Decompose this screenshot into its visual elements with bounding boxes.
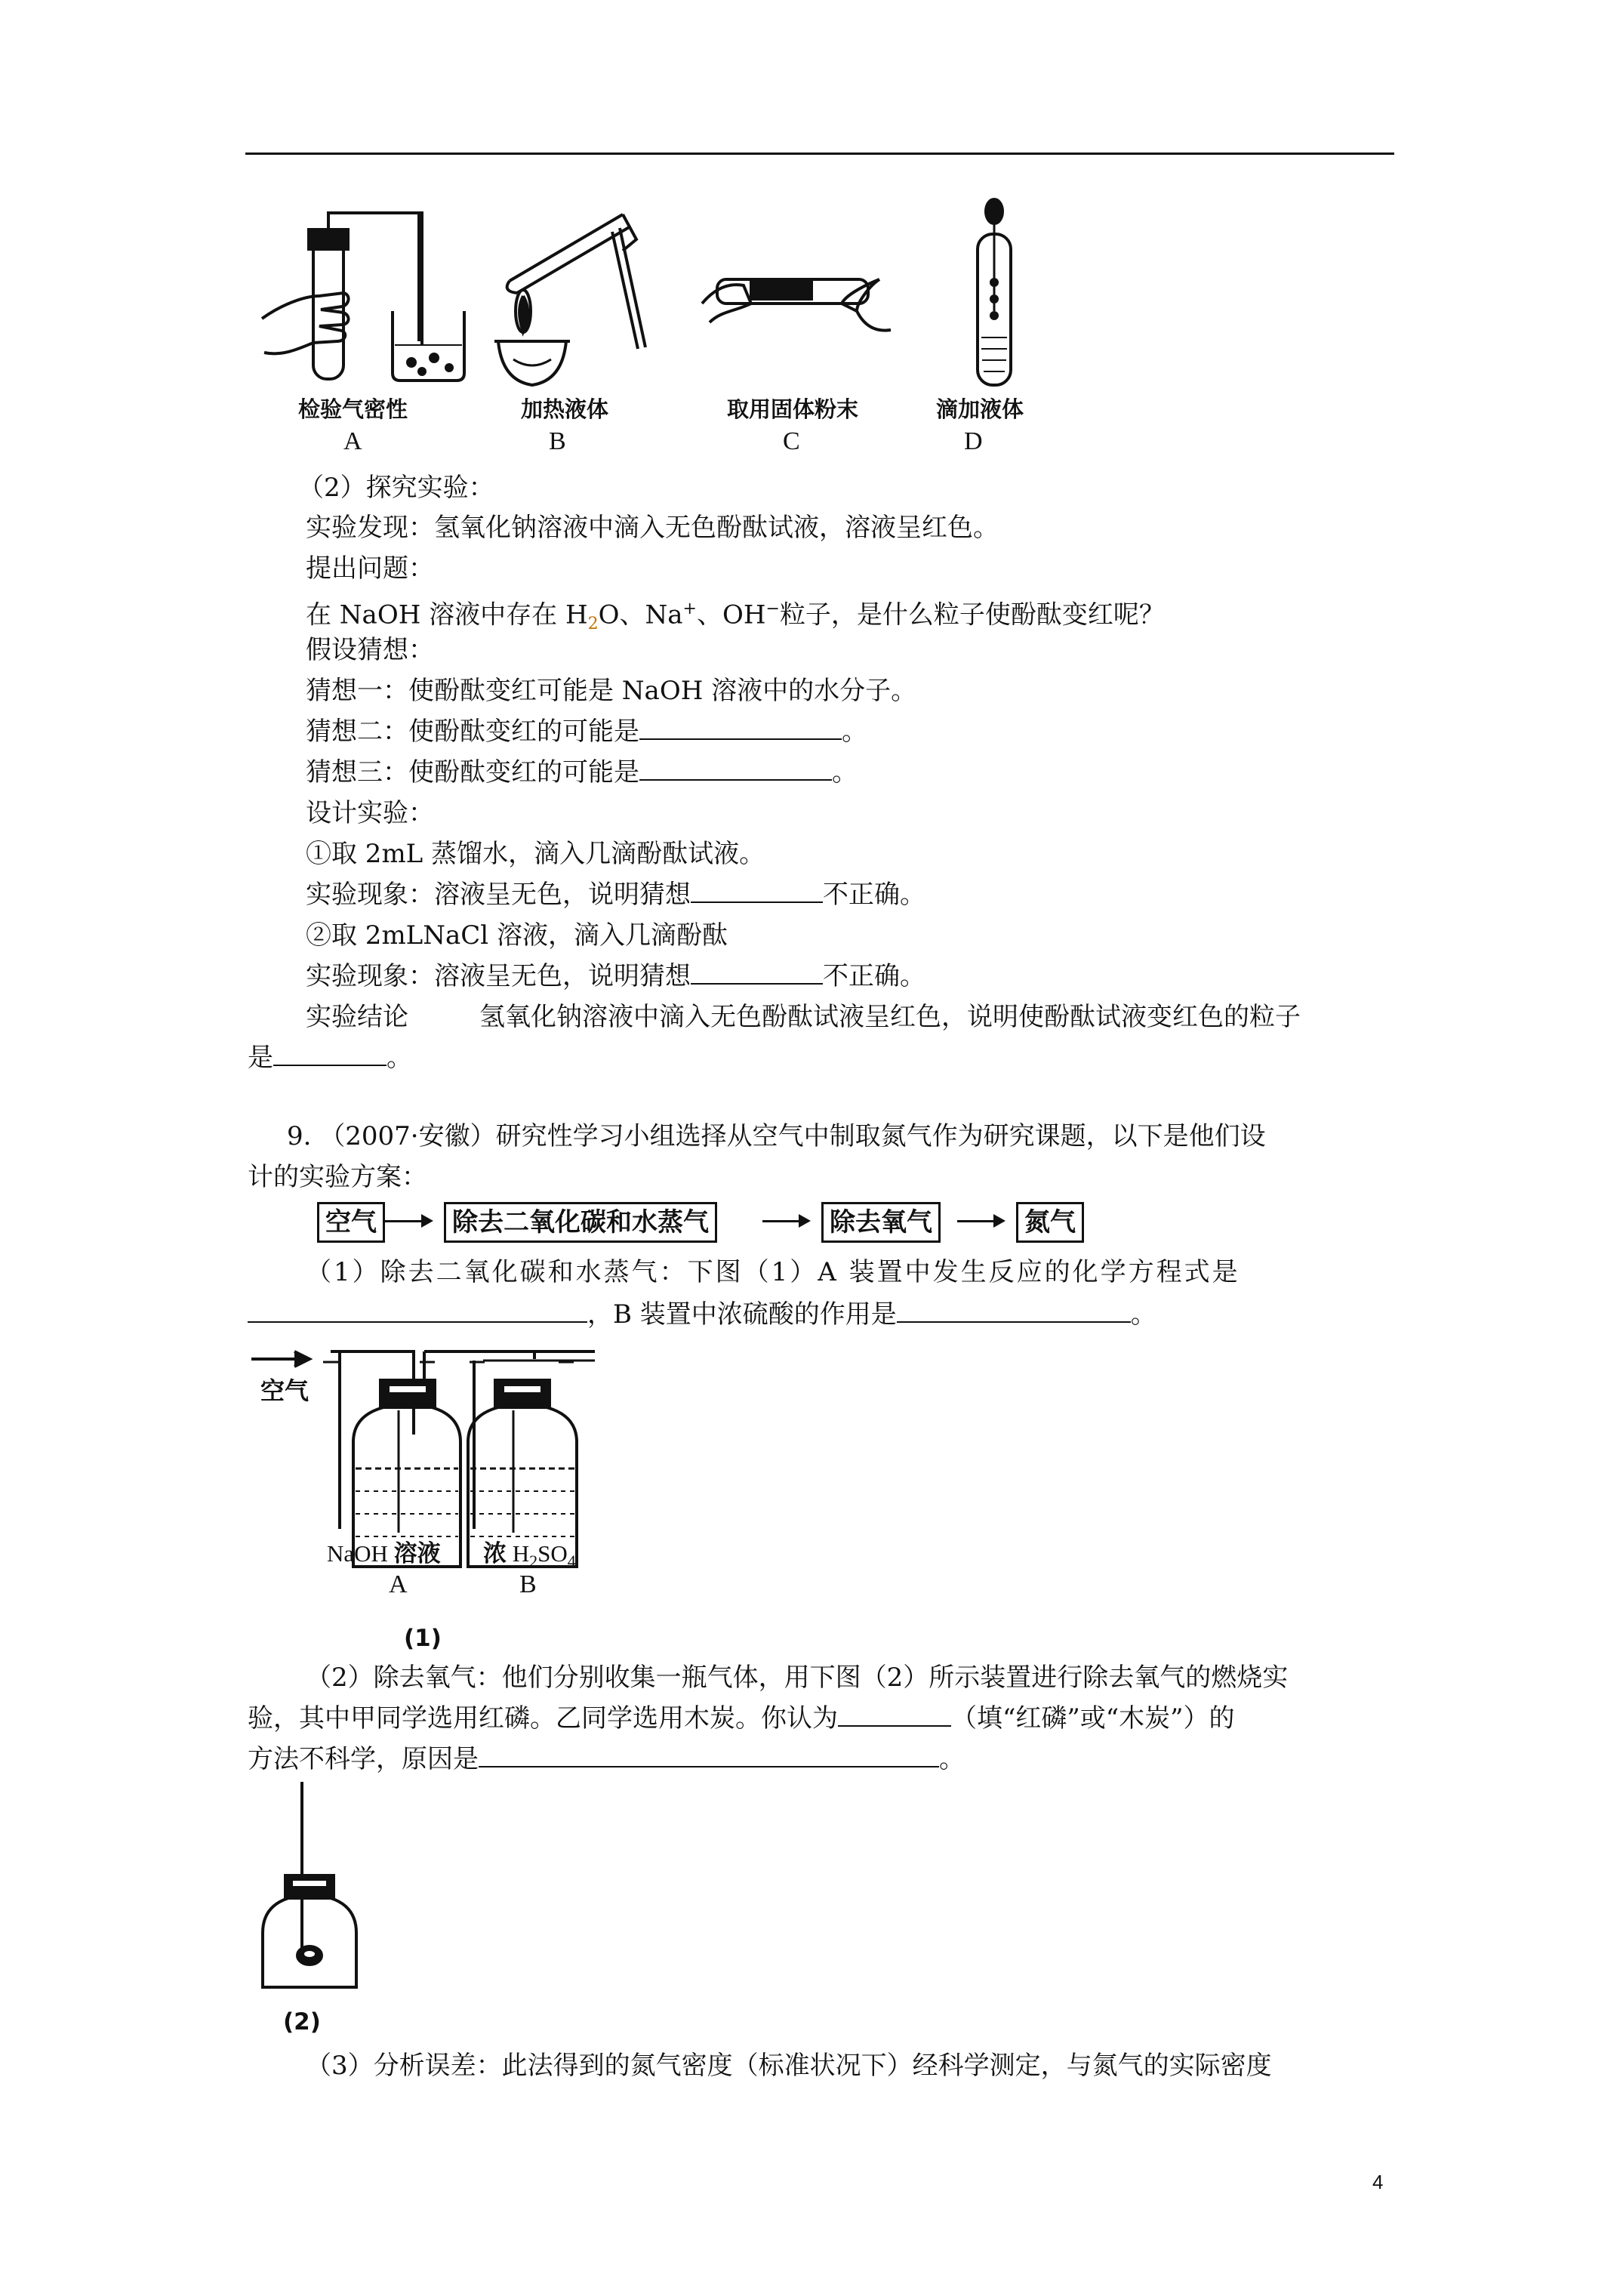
apparatus-b-heating	[494, 214, 645, 385]
figure2-caption: (2)	[283, 2008, 321, 2036]
observation-one-blank[interactable]	[691, 879, 823, 903]
guess-one: 猜想一：使酚酞变红可能是 NaOH 溶液中的水分子。	[306, 676, 917, 706]
hypothesis-heading: 假设猜想：	[306, 635, 434, 665]
reason-blank[interactable]	[479, 1743, 939, 1767]
op-label-b: 加热液体	[521, 396, 609, 422]
sulfuric-acid-role-blank[interactable]	[897, 1299, 1131, 1323]
question-heading: 提出问题：	[306, 553, 434, 584]
page-number: 4	[1372, 2171, 1384, 2193]
bottle-b-letter: B	[519, 1570, 537, 1598]
design-heading: 设计实验：	[306, 798, 434, 828]
op-letter-b: B	[549, 427, 566, 455]
header-rule	[245, 153, 1394, 155]
flow-arrow-3	[957, 1220, 1002, 1222]
question: 在 NaOH 溶液中存在 $H_2O$、Na+、OH−粒子，是什么粒子使酚酞变红呢？	[306, 599, 1165, 634]
guess-three: 猜想三：使酚酞变红的可能是 。	[306, 757, 858, 787]
op-label-c: 取用固体粉末	[727, 396, 859, 422]
finding: 实验发现：氢氧化钠溶液中滴入无色酚酞试液，溶液呈红色。	[306, 513, 999, 543]
op-letter-d: D	[964, 427, 983, 455]
conclusion-end: 是 。	[248, 1043, 412, 1073]
flow-arrow-2	[762, 1220, 808, 1222]
guess-three-blank[interactable]	[639, 757, 832, 781]
conclusion-blank[interactable]	[273, 1042, 387, 1066]
apparatus-c-powder	[702, 279, 891, 331]
guess-two-blank[interactable]	[639, 716, 842, 740]
apparatus-d-dropper	[978, 199, 1011, 385]
combustion-jar-figure	[257, 1782, 362, 1993]
q9-part1-line1: （1）除去二氧化碳和水蒸气：下图（1）A 装置中发生反应的化学方程式是	[306, 1257, 1240, 1287]
flow-box-air: 空气	[317, 1202, 385, 1243]
step-one: ①取 2mL 蒸馏水，滴入几滴酚酞试液。	[306, 839, 765, 869]
flow-arrow-1	[385, 1220, 430, 1222]
apparatus-a-airtightness	[262, 213, 464, 381]
lab-operations-figure	[260, 198, 1083, 394]
op-label-d: 滴加液体	[936, 396, 1024, 422]
q9-part2-line2: 验，其中甲同学选用红磷。乙同学选用木炭。你认为 （填“红磷”或“木炭”）的	[248, 1703, 1235, 1734]
q9-part2-line1: （2）除去氧气：他们分别收集一瓶气体，用下图（2）所示装置进行除去氧气的燃烧实	[306, 1663, 1289, 1693]
q9-part2-line3: 方法不科学，原因是 。	[248, 1744, 965, 1774]
observation-one: 实验现象：溶液呈无色，说明猜想 不正确。	[306, 880, 925, 910]
q9-part1-line2: ，B 装置中浓硫酸的作用是 。	[248, 1296, 1156, 1333]
air-inlet-label: 空气	[260, 1376, 310, 1405]
method-choice-blank[interactable]	[838, 1703, 951, 1727]
op-letter-a: A	[343, 427, 362, 455]
op-letter-c: C	[783, 427, 800, 455]
equation-blank[interactable]	[248, 1299, 587, 1323]
flow-box-nitrogen: 氮气	[1016, 1202, 1084, 1243]
section2-heading: （2）探究实验：	[298, 473, 494, 503]
conclusion-label: 实验结论	[306, 1002, 408, 1032]
guess-two: 猜想二：使酚酞变红的可能是 。	[306, 717, 867, 747]
op-label-a: 检验气密性	[298, 396, 408, 422]
observation-two-blank[interactable]	[691, 960, 823, 985]
figure1-caption: (1)	[404, 1625, 442, 1652]
step-two: ②取 2mLNaCl 溶液，滴入几滴酚酞	[306, 920, 728, 951]
bottle-a-letter: A	[389, 1570, 408, 1598]
q9-part3-line1: （3）分析误差：此法得到的氮气密度（标准状况下）经科学测定，与氮气的实际密度	[306, 2051, 1272, 2081]
q9-line2: 计的实验方案：	[248, 1162, 427, 1192]
q9-line1: 9. （2007·安徽）研究性学习小组选择从空气中制取氮气作为研究课题，以下是他们设	[287, 1121, 1266, 1151]
bottle-b-reagent: 浓 $H_2SO_4$	[483, 1540, 576, 1571]
bottle-a-reagent: NaOH 溶液	[327, 1540, 441, 1567]
observation-two: 实验现象：溶液呈无色，说明猜想 不正确。	[306, 961, 925, 991]
conclusion-text: 氢氧化钠溶液中滴入无色酚酞试液呈红色，说明使酚酞试液变红色的粒子	[479, 1002, 1301, 1032]
flow-box-remove-co2-water: 除去二氧化碳和水蒸气	[444, 1202, 717, 1243]
flow-box-remove-oxygen: 除去氧气	[821, 1202, 941, 1243]
